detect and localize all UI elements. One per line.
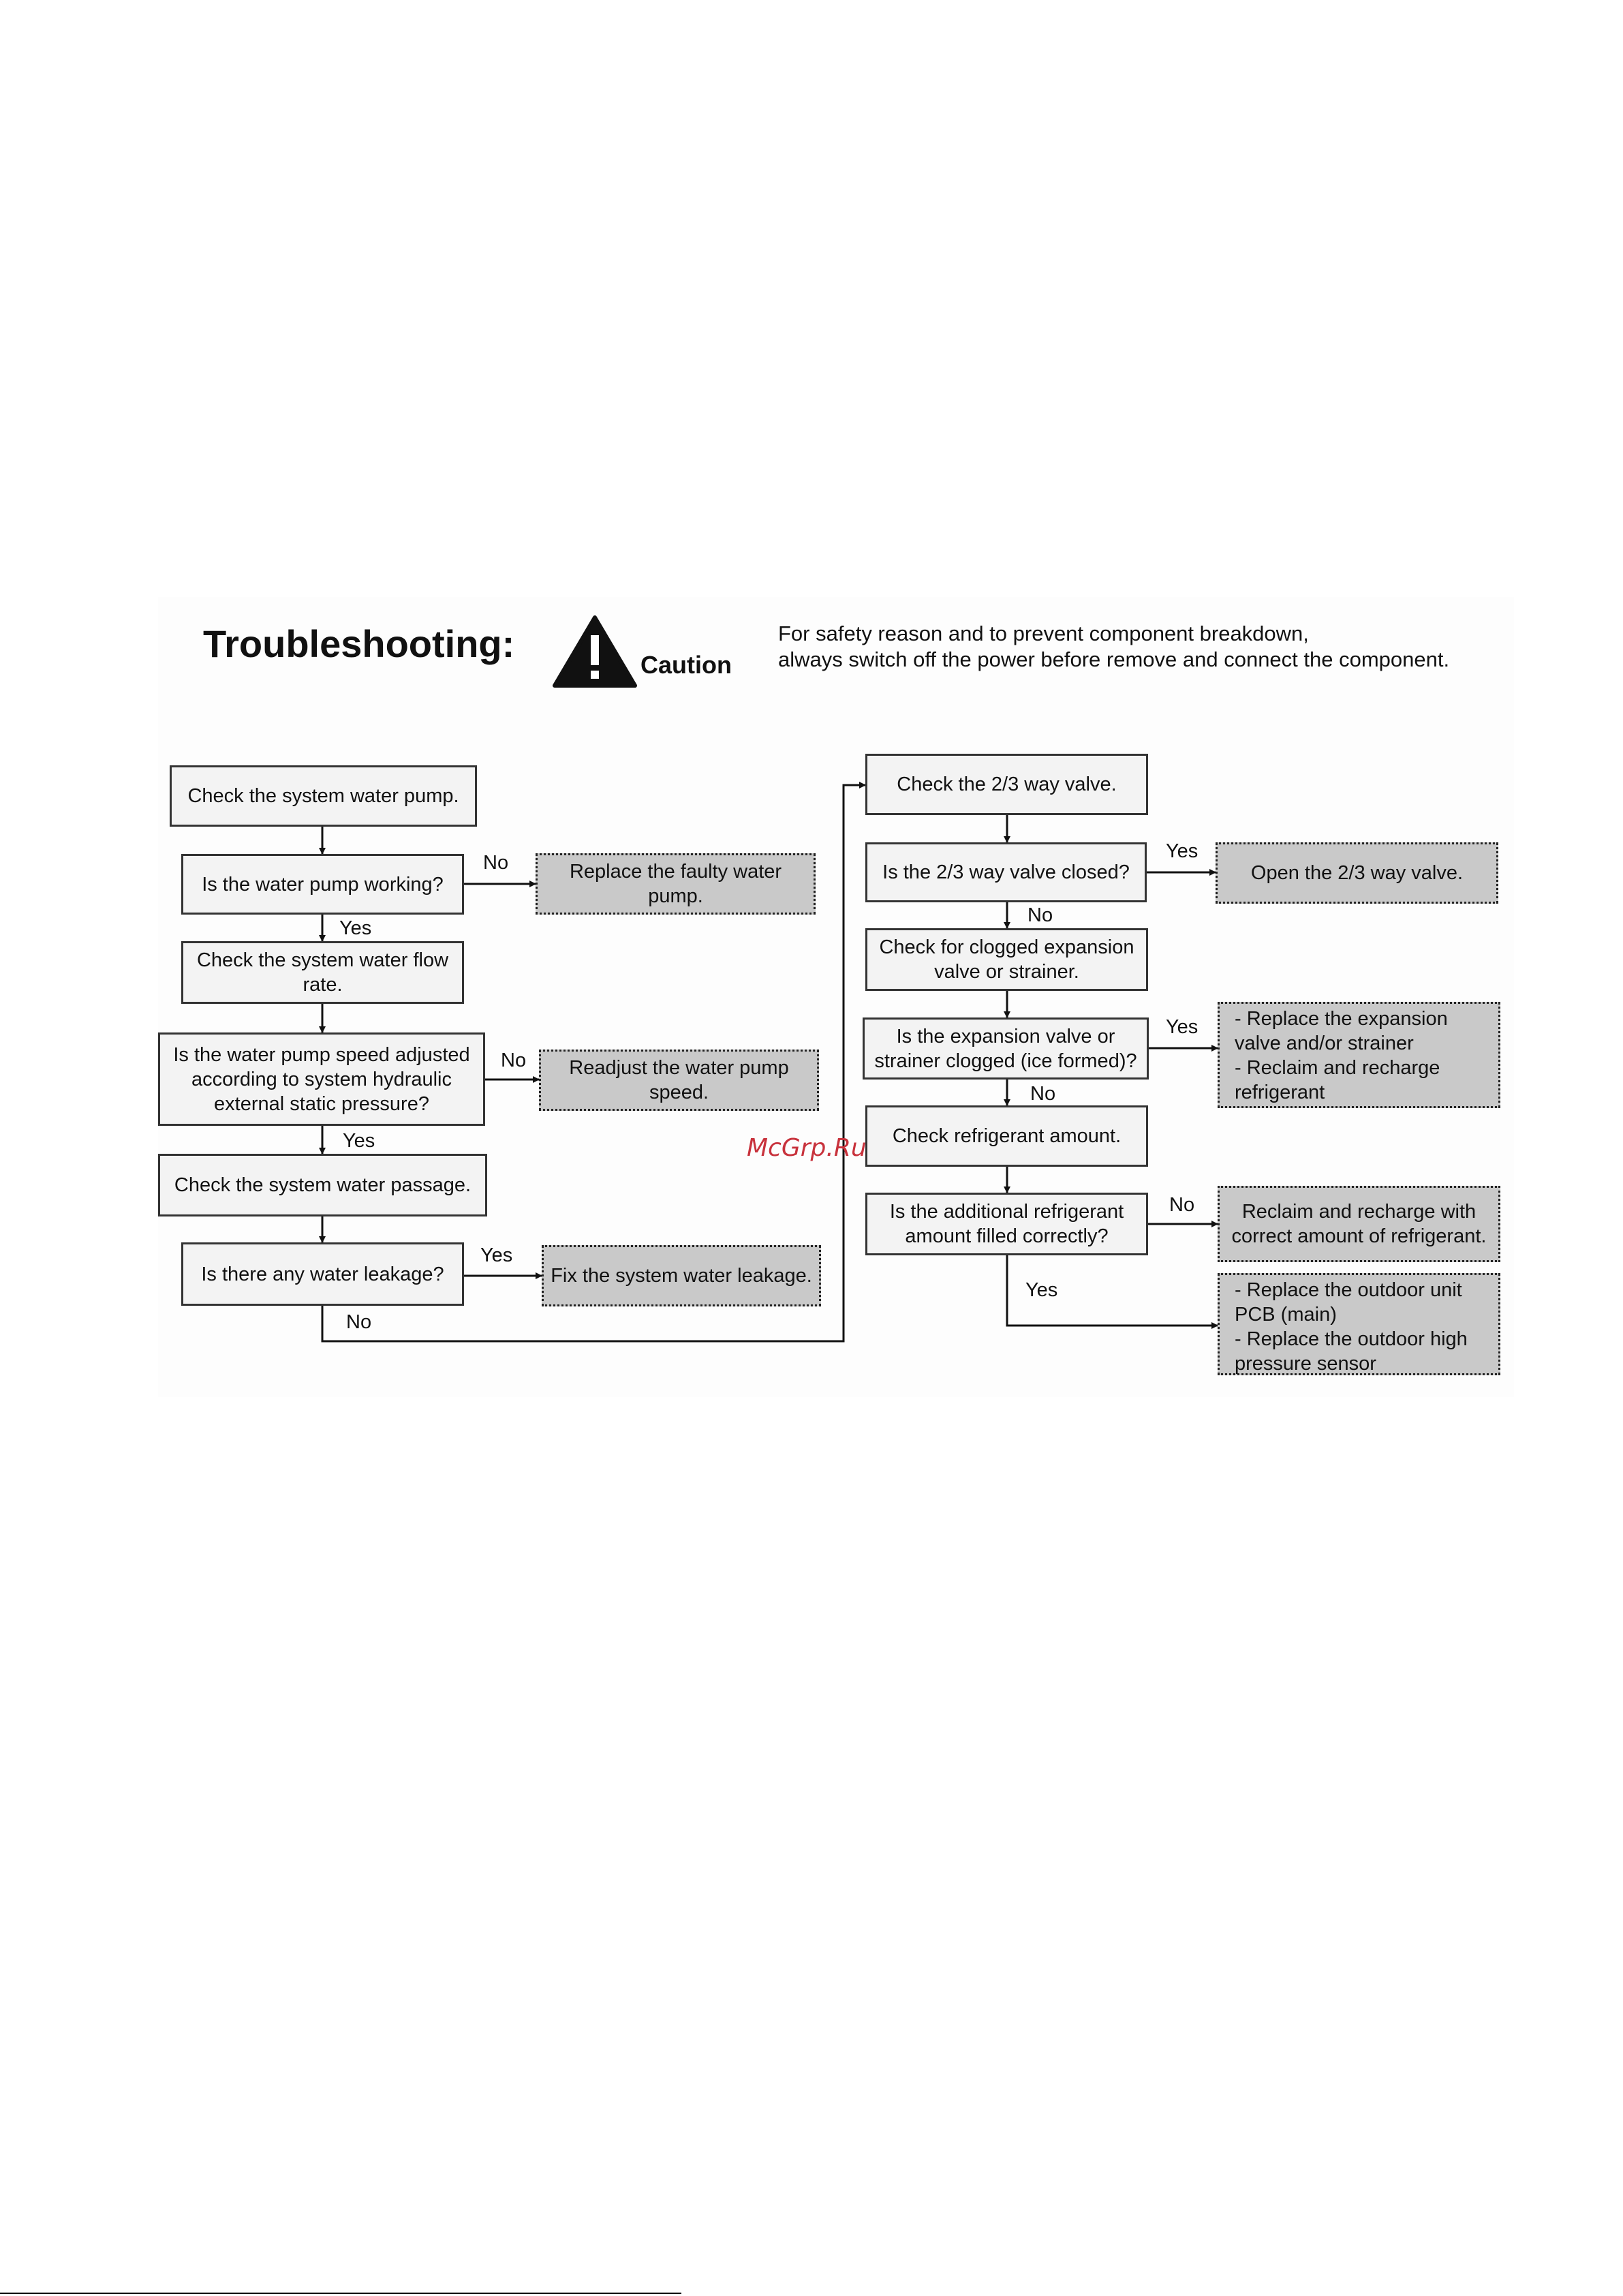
replace-pcb-line-1: - Replace the outdoor unit PCB (main) xyxy=(1235,1279,1462,1326)
label-leakage-yes: Yes xyxy=(480,1244,513,1266)
warning-text-line-1: For safety reason and to prevent component breakdown, xyxy=(778,622,1309,645)
replace-pump-action-box: Replace the faulty water pump. xyxy=(536,853,816,915)
label-pump-working-no: No xyxy=(483,852,509,874)
reclaim-recharge-action-box: Reclaim and recharge with correct amount of refrigerant. xyxy=(1218,1186,1500,1262)
pump-working-question-box: Is the water pump working? xyxy=(181,854,464,915)
label-refrigerant-yes: Yes xyxy=(1025,1279,1058,1301)
readjust-speed-action-box: Readjust the water pump speed. xyxy=(539,1050,819,1111)
label-pump-speed-no: No xyxy=(501,1050,527,1071)
replace-expansion-line-2: - Reclaim and recharge refrigerant xyxy=(1235,1057,1440,1103)
check-water-passage-box: Check the system water passage. xyxy=(158,1154,487,1216)
valve-closed-question-box: Is the 2/3 way valve closed? xyxy=(865,842,1147,902)
replace-pcb-action-box xyxy=(1218,1273,1500,1375)
check-clogged-box: Check for clogged expansion valve or strainer. xyxy=(865,928,1148,991)
replace-pcb-line-2: - Replace the outdoor high pressure sensor xyxy=(1235,1328,1468,1375)
footer-rule xyxy=(0,2293,681,2294)
pump-speed-question-box: Is the water pump speed adjusted according to system hydraulic external static pressure? xyxy=(158,1032,485,1126)
watermark-text: McGrp.Ru xyxy=(747,1134,867,1162)
check-water-pump-box: Check the system water pump. xyxy=(170,765,477,827)
warning-text-line-2: always switch off the power before remove and connect the component. xyxy=(778,647,1450,671)
check-flow-rate-box: Check the system water flow rate. xyxy=(181,941,464,1004)
check-refrigerant-box: Check refrigerant amount. xyxy=(865,1105,1148,1167)
expansion-clogged-question-box: Is the expansion valve or strainer clogged (ice formed)? xyxy=(863,1017,1149,1080)
label-expansion-no: No xyxy=(1030,1083,1056,1105)
caution-label: Caution xyxy=(640,651,732,679)
label-refrigerant-no: No xyxy=(1169,1194,1195,1216)
check-valve-box: Check the 2/3 way valve. xyxy=(865,754,1148,815)
label-expansion-yes: Yes xyxy=(1166,1016,1199,1038)
label-valve-closed-yes: Yes xyxy=(1166,840,1199,862)
page-title: Troubleshooting: xyxy=(203,622,515,665)
label-leakage-no: No xyxy=(346,1311,372,1333)
refrigerant-question-box: Is the additional refrigerant amount filled correctly? xyxy=(865,1193,1148,1255)
fix-leakage-action-box: Fix the system water leakage. xyxy=(542,1245,821,1306)
label-valve-closed-no: No xyxy=(1027,904,1053,926)
replace-expansion-line-1: - Replace the expansion valve and/or strainer xyxy=(1235,1008,1448,1054)
label-pump-working-yes: Yes xyxy=(339,917,372,939)
replace-expansion-action-box xyxy=(1218,1002,1500,1108)
open-valve-action-box: Open the 2/3 way valve. xyxy=(1216,842,1498,904)
water-leakage-question-box: Is there any water leakage? xyxy=(181,1242,464,1306)
label-pump-speed-yes: Yes xyxy=(343,1130,375,1152)
